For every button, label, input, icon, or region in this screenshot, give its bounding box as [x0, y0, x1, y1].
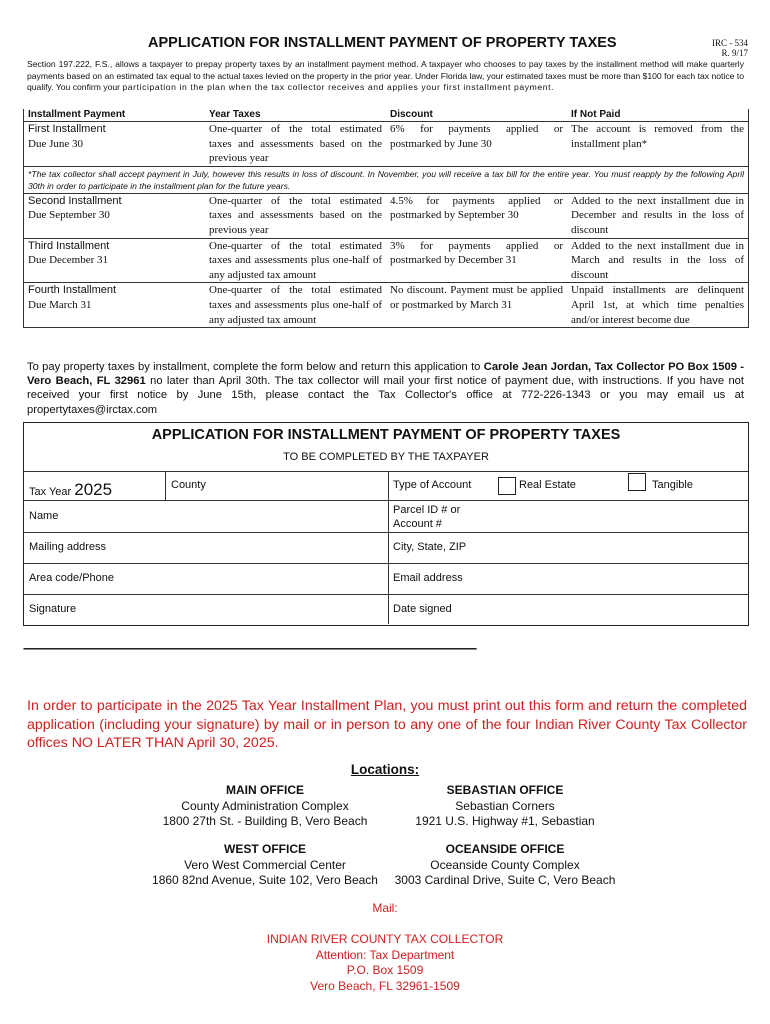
form-code-number: IRC - 534 [712, 38, 748, 48]
discount-cell: 3% for payments applied or postmarked by December 31 [386, 238, 567, 283]
instructions-text-2: no later than April 30th. The tax collector will mail your first notice of payment due, with instructions. If you have not received your first notice by June 15th, please contact the Tax Collector's office at 772-226-1343 or you may email us at propertytaxes@irctax.com [27, 375, 745, 416]
office-line2: 3003 Cardinal Drive, Suite C, Vero Beach [394, 873, 616, 887]
schedule-note-row [24, 166, 748, 193]
col-header-discount: Discount [386, 109, 567, 122]
installment-schedule [23, 109, 749, 328]
installment-cell [24, 238, 205, 283]
form-code [690, 38, 748, 58]
tax-year-field[interactable] [29, 480, 112, 500]
deadline-notice: In order to participate in the 2025 Tax Year Installment Plan, you must print out this form and return the completed application (including your signature) by mail or in person to any one of the four Indian River County Tax Collector offices NO LATER THAN April 30, 2025. [27, 698, 747, 752]
schedule-row-second [24, 193, 748, 238]
mail-line: P.O. Box 1509 [346, 963, 424, 977]
installment-due: Due September 30 [28, 209, 110, 222]
tax-collector-address: Carole Jean Jordan, Tax Collector PO Box 1509 - Vero Beach, FL 32961 [27, 361, 745, 388]
schedule-row-fourth [24, 283, 748, 327]
not-paid-cell: Added to the next installment due in March and results in the loss of discount [567, 238, 748, 283]
real-estate-label: Real Estate [519, 479, 576, 491]
email-label: Email address [393, 572, 463, 584]
mail-address [0, 932, 770, 994]
office-name: SEBASTIAN OFFICE [446, 783, 564, 797]
installment-cell [24, 193, 205, 238]
office-line2: 1860 82nd Avenue, Suite 102, Vero Beach [152, 873, 378, 887]
taxes-cell: One-quarter of the total estimated taxes and assessments plus one-half of any adjusted tax amount [205, 283, 386, 327]
name-label: Name [29, 510, 59, 522]
instructions-text-1: To pay property taxes by installment, complete the form below and return this application to [27, 361, 484, 373]
taxes-cell: One-quarter of the total estimated taxes and assessments based on the previous year [209, 123, 382, 165]
office-name: WEST OFFICE [224, 842, 306, 856]
intro-last-line: participation in the plan when the tax collector receives and applies your first installment payment. [122, 82, 555, 93]
form-subtitle: TO BE COMPLETED BY THE TAXPAYER [283, 451, 489, 463]
date-signed-label: Date signed [393, 603, 452, 615]
office-line1: Oceanside County Complex [430, 857, 580, 872]
city-state-zip-label: City, State, ZIP [393, 541, 467, 553]
col-header-installment: Installment Payment [24, 109, 205, 122]
west-office [130, 842, 400, 889]
discount-cell: 4.5% for payments applied or postmarked by September 30 [390, 194, 563, 222]
real-estate-checkbox[interactable] [498, 477, 516, 495]
taxes-cell: One-quarter of the total estimated taxes and assessments based on the previous year [209, 194, 382, 236]
not-paid-cell: The account is removed from the installment plan* [571, 123, 744, 150]
schedule-header-row [24, 109, 748, 122]
installment-name: Second Installment [28, 194, 122, 207]
mail-line: Vero Beach, FL 32961-1509 [310, 978, 460, 993]
taxes-cell: One-quarter of the total estimated taxes and assessments plus one-half of any adjusted tax amount [205, 238, 386, 283]
tangible-checkbox[interactable] [628, 473, 646, 491]
tax-year-label: Tax Year [29, 486, 72, 498]
installment-name: Third Installment [28, 239, 110, 252]
phone-label: Area code/Phone [29, 572, 115, 584]
installment-cell [24, 122, 205, 167]
installment-name: Fourth Installment [28, 284, 117, 297]
discount-cell: No discount. Payment must be applied or postmarked by March 31 [386, 283, 567, 327]
locations-heading: Locations: [350, 762, 420, 777]
not-paid-cell: Unpaid installments are delinquent April 1st, at which time penalties and/or interest become due [567, 283, 748, 327]
form-title: APPLICATION FOR INSTALLMENT PAYMENT OF PROPERTY TAXES [151, 427, 621, 443]
mail-label: Mail: [372, 901, 398, 915]
account-type-label: Type of Account [393, 479, 472, 491]
page-title: APPLICATION FOR INSTALLMENT PAYMENT OF PROPERTY TAXES [148, 35, 617, 51]
cut-line-divider: ------------------------------------------------------------------------------------------------------------------------------------------------------------------ [23, 641, 476, 655]
application-form [23, 422, 749, 626]
mail-line: Attention: Tax Department [315, 947, 455, 962]
mail-line: INDIAN RIVER COUNTY TAX COLLECTOR [266, 932, 504, 946]
schedule-table [24, 109, 748, 327]
instructions-paragraph [27, 360, 744, 417]
parcel-id-label [393, 503, 460, 531]
office-name: OCEANSIDE OFFICE [445, 842, 565, 856]
parcel-id-label-line2: Account # [393, 518, 442, 530]
office-line2: 1800 27th St. - Building B, Vero Beach [162, 814, 368, 828]
mailing-address-label: Mailing address [29, 541, 107, 553]
col-header-taxes: Year Taxes [205, 109, 386, 122]
installment-due: Due March 31 [28, 298, 92, 311]
office-line1: Vero West Commercial Center [184, 857, 346, 872]
not-paid-cell: Added to the next installment due in December and results in the loss of discount [571, 194, 744, 236]
office-name: MAIN OFFICE [226, 783, 304, 797]
discount-cell: 6% for payments applied or postmarked by June 30 [390, 123, 563, 150]
oceanside-office [380, 842, 630, 889]
schedule-row-third [24, 238, 748, 283]
installment-name: First Installment [28, 123, 106, 135]
installment-due: Due June 30 [28, 137, 83, 150]
main-office [140, 783, 390, 830]
tangible-label: Tangible [652, 479, 693, 491]
office-line2: 1921 U.S. Highway #1, Sebastian [415, 814, 595, 828]
office-line1: Sebastian Corners [455, 798, 555, 813]
office-line1: County Administration Complex [181, 798, 349, 813]
intro-text: Section 197.222, F.S., allows a taxpayer to prepay property taxes by an installment payment method. A taxpayer who chooses to pay taxes by the installment method will make quarterly payments based on an estimated tax equal to the actual taxes levied on the property in the prior year. Under Florida law, your estimated taxes must be more than $100 for each tax notice to qualify. You confirm your [27, 59, 744, 93]
signature-label: Signature [29, 603, 77, 615]
form-revision: R. 9/17 [721, 48, 748, 58]
intro-paragraph [27, 59, 744, 94]
schedule-note: *The tax collector shall accept payment in July, however this results in loss of discount. In November, you will receive a tax bill for the entire year. You must reapply by the following April 30th in order to participate in the installment plan for the future years. [24, 166, 748, 193]
installment-cell [24, 283, 205, 327]
col-header-not-paid: If Not Paid [567, 109, 748, 122]
installment-due: Due December 31 [28, 254, 109, 267]
tax-year-value: 2025 [74, 480, 113, 499]
county-label: County [171, 479, 206, 491]
schedule-row-first [24, 122, 748, 167]
parcel-id-label-line1: Parcel ID # or [393, 504, 461, 516]
sebastian-office [380, 783, 630, 830]
